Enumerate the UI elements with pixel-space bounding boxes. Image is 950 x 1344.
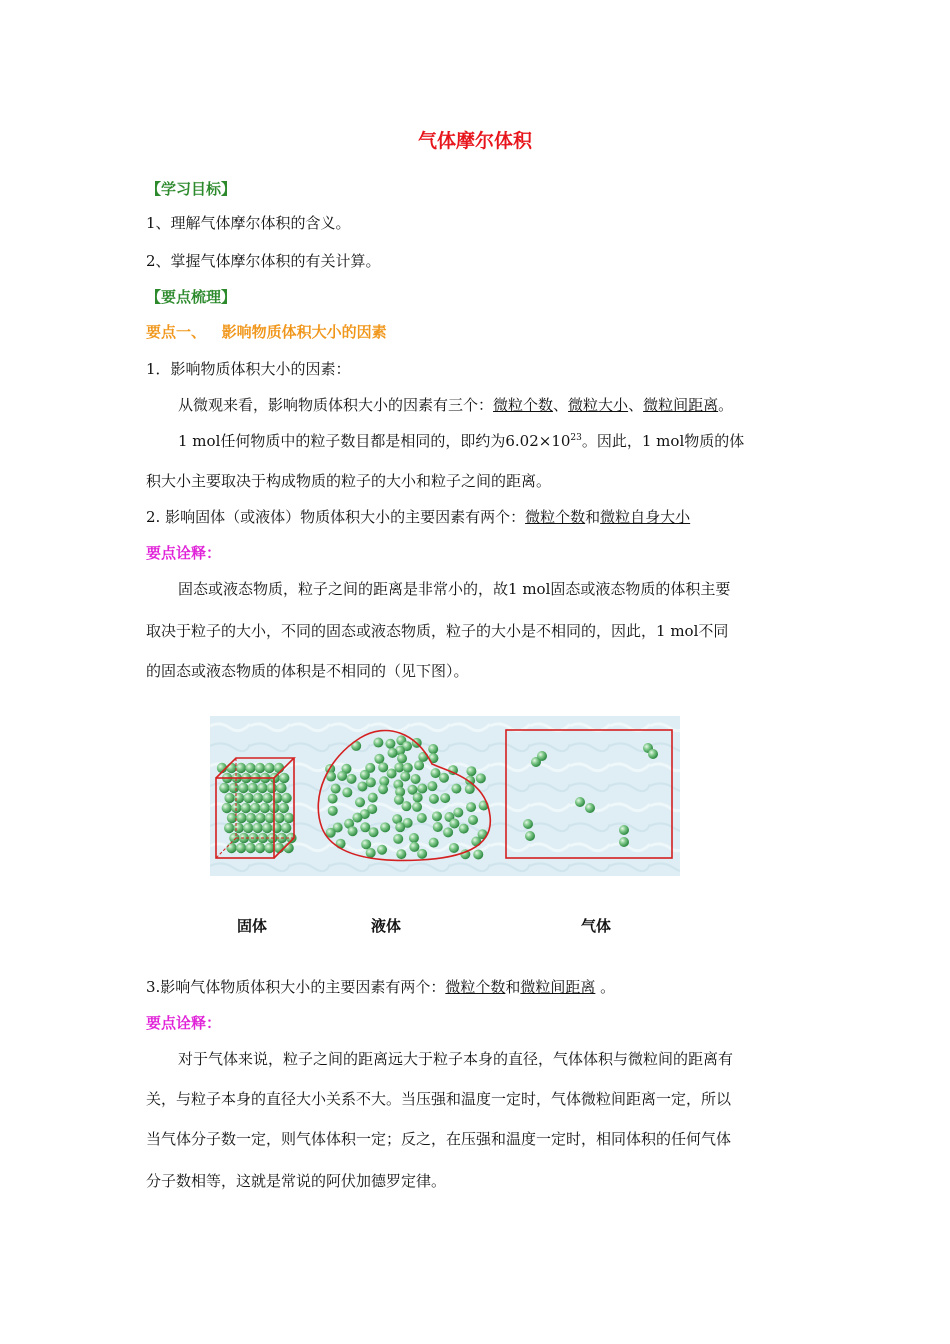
particle (234, 823, 244, 833)
particle (236, 843, 246, 853)
particle (328, 806, 338, 816)
text-segment: 和 (505, 978, 521, 996)
particle (413, 792, 423, 802)
text-segment: 3.影响气体物质体积大小的主要因素有两个： (146, 978, 446, 996)
particle (243, 793, 253, 803)
particle (417, 813, 427, 823)
section-points-header: 【要点梳理】 (146, 288, 237, 306)
particle (336, 839, 346, 849)
particle (449, 843, 459, 853)
particle (352, 813, 362, 823)
particle (246, 813, 256, 823)
particle (537, 751, 547, 761)
particle (523, 819, 533, 829)
text-segment: 、 (628, 396, 644, 414)
note-label-2: 要点诠释： (146, 1014, 222, 1032)
particle (374, 754, 384, 764)
particle (222, 803, 232, 813)
text-segment: 。因此，1 mol物质的体 (581, 432, 745, 450)
goal-item-2: 2、掌握气体摩尔体积的有关计算。 (146, 252, 381, 270)
text-segment: 1 mol任何物质中的粒子数目都是相同的，即约为6.02×10 (178, 432, 571, 450)
underline-term: 微粒自身大小 (600, 508, 691, 526)
underline-term: 微粒间距离 (520, 978, 596, 996)
particle (276, 783, 286, 793)
caption-gas: 气体 (581, 917, 612, 935)
particle (468, 815, 478, 825)
particle (347, 774, 357, 784)
particle (234, 793, 244, 803)
particle (432, 811, 442, 821)
particle (380, 822, 390, 832)
particle (440, 793, 450, 803)
underline-term: 微粒大小 (568, 396, 629, 414)
particle (412, 802, 422, 812)
page-title: 气体摩尔体积 (417, 130, 532, 152)
particle (525, 831, 535, 841)
caption-liquid: 液体 (371, 917, 402, 935)
particle (401, 801, 411, 811)
particle (428, 744, 438, 754)
paragraph-gas-factors (146, 976, 615, 997)
particle (264, 763, 274, 773)
particle (262, 823, 272, 833)
particle (250, 803, 260, 813)
particle (328, 794, 338, 804)
particle (418, 752, 428, 762)
particle (272, 823, 282, 833)
goal-item-1: 1、理解气体摩尔体积的含义。 (146, 214, 351, 232)
particle (274, 763, 284, 773)
note-1-line-3: 的固态或液态物质的体积是不相同的（见下图）。 (146, 662, 469, 680)
particle (619, 837, 629, 847)
particle (385, 739, 395, 749)
particle (433, 822, 443, 832)
point-one-title: 要点一、 影响物质体积大小的因素 (146, 323, 387, 341)
particle (409, 842, 419, 852)
particle (429, 838, 439, 848)
particle (260, 803, 270, 813)
text-segment: 。 (718, 396, 734, 414)
particle (366, 848, 376, 858)
particle (377, 845, 387, 855)
particle (648, 749, 658, 759)
particle (459, 824, 469, 834)
particle (361, 839, 371, 849)
particle (253, 793, 263, 803)
particle (466, 766, 476, 776)
particle (451, 784, 461, 794)
section-goals-header: 【学习目标】 (146, 180, 237, 198)
particle (393, 834, 403, 844)
particle (281, 793, 291, 803)
text-segment: 。 (595, 978, 616, 996)
particle (378, 784, 388, 794)
note-2-line-4: 分子数相等，这就是常说的阿伏加德罗定律。 (146, 1172, 447, 1190)
particle (473, 849, 483, 859)
particle (255, 843, 265, 853)
particle (388, 748, 398, 758)
particle (243, 823, 253, 833)
particle (337, 771, 347, 781)
particle (449, 819, 459, 829)
particle (248, 783, 258, 793)
particle (224, 823, 234, 833)
particle (355, 797, 365, 807)
particle (236, 763, 246, 773)
underline-term: 微粒个数 (493, 396, 554, 414)
underline-term: 微粒间距离 (643, 396, 719, 414)
particle (403, 763, 413, 773)
particle (466, 802, 476, 812)
note-label-1: 要点诠释： (146, 544, 222, 562)
particle (409, 833, 419, 843)
note-2-line-1: 对于气体来说，粒子之间的距离远大于粒子本身的直径，气体体积与微粒间的距离有 (178, 1050, 734, 1068)
particle (417, 849, 427, 859)
particle (224, 793, 234, 803)
particle (471, 837, 481, 847)
note-2-line-3: 当气体分子数一定，则气体体积一定；反之，在压强和温度一定时，相同体积的任何气体 (146, 1130, 732, 1148)
particle (238, 783, 248, 793)
paragraph-solid-factors (146, 506, 690, 527)
note-1-line-1: 固态或液态物质，粒子之间的距离是非常小的，故1 mol固态或液态物质的体积主要 (178, 580, 731, 598)
particle (253, 823, 263, 833)
underline-term: 微粒个数 (525, 508, 586, 526)
text-segment: 从微观来看，影响物质体积大小的因素有三个： (178, 396, 494, 414)
particle (267, 783, 277, 793)
superscript: 23 (570, 433, 582, 443)
particle (396, 849, 406, 859)
particle (284, 813, 294, 823)
particle (411, 774, 421, 784)
paragraph-avogadro-line2: 积大小主要取决于构成物质的粒子的大小和粒子之间的距离。 (146, 472, 552, 490)
particle (395, 822, 405, 832)
particle (236, 813, 246, 823)
note-2-line-2: 关，与粒子本身的直径大小关系不大。当压强和温度一定时，气体微粒间距离一定，所以 (146, 1090, 732, 1108)
particle (281, 823, 291, 833)
particle (255, 813, 265, 823)
underline-term: 微粒个数 (445, 978, 506, 996)
text-segment: 、 (553, 396, 569, 414)
particle (430, 768, 440, 778)
note-1-line-2: 取决于粒子的大小，不同的固态或液态物质，粒子的大小是不相同的，因此，1 mol不同 (146, 622, 729, 640)
particle (331, 784, 341, 794)
particle (226, 843, 236, 853)
particle (397, 753, 407, 763)
particle (400, 771, 410, 781)
paragraph-micro-factors (178, 394, 733, 415)
states-of-matter-figure (210, 716, 680, 876)
particle (257, 783, 267, 793)
particle (245, 843, 255, 853)
particle (378, 762, 388, 772)
particle (476, 773, 486, 783)
particle (585, 803, 595, 813)
particle (279, 773, 289, 783)
paragraph-avogadro-line1 (178, 430, 744, 451)
particle (439, 773, 449, 783)
particle (279, 803, 289, 813)
particle (453, 807, 463, 817)
particle (357, 781, 367, 791)
text-segment: 2. 影响固体（或液体）物质体积大小的主要因素有两个： (146, 508, 526, 526)
particle (274, 813, 284, 823)
particle (255, 763, 265, 773)
particle (414, 760, 424, 770)
particle (443, 827, 453, 837)
particle (427, 781, 437, 791)
particle (219, 783, 229, 793)
caption-solid: 固体 (237, 917, 268, 935)
particle (429, 794, 439, 804)
particle (417, 783, 427, 793)
particle (241, 803, 251, 813)
particle (348, 826, 358, 836)
particle (262, 793, 272, 803)
paragraph-factors: 1．影响物质体积大小的因素： (146, 360, 351, 378)
particle (274, 843, 284, 853)
text-segment: 和 (585, 508, 601, 526)
particle (369, 827, 379, 837)
particle (575, 797, 585, 807)
particle (387, 768, 397, 778)
particle (373, 738, 383, 748)
particle (245, 763, 255, 773)
particle (619, 825, 629, 835)
particle (368, 793, 378, 803)
particle (342, 787, 352, 797)
particle (226, 763, 236, 773)
particle (229, 783, 239, 793)
